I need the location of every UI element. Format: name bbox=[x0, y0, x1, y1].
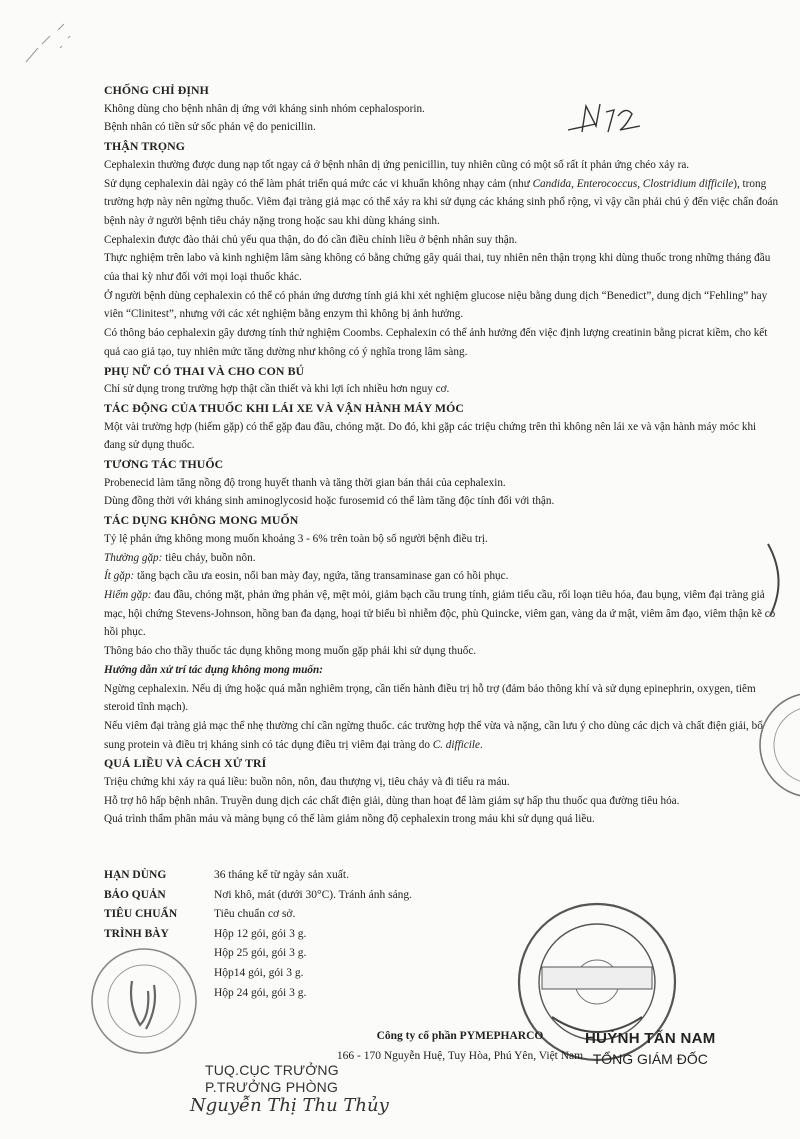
text-span: Sử dụng cephalexin dài ngày có thể làm phát triển quá mức các vi khuẩn không nhạy cảm (như bbox=[104, 177, 533, 190]
section-heading-caution: THẬN TRỌNG bbox=[104, 139, 186, 154]
document-body bbox=[104, 81, 780, 829]
text-span: tiêu chảy, buồn nôn. bbox=[162, 551, 256, 564]
approval-line: TUQ.CỤC TRƯỞNG bbox=[205, 1062, 339, 1078]
subheading-guidance: Hướng dẫn xử trí tác dụng không mong muốn: bbox=[104, 663, 323, 676]
text-span: Nếu viêm đại tràng giả mạc thể nhẹ thường chỉ cần ngừng thuốc. các trường hợp thể vừa và nặng, cần lưu ý cho dùng các dịch và chất điện giải, bổ sung protein và điều trị kháng sinh có tác dụng điều trị viêm đại tràng do bbox=[104, 719, 763, 751]
paragraph: Thông báo cho thầy thuốc tác dụng không mong muốn gặp phải khi sử dụng thuốc. bbox=[104, 645, 477, 658]
section-heading-side-effects: TÁC DỤNG KHÔNG MONG MUỐN bbox=[104, 513, 299, 528]
info-label: TIÊU CHUẨN bbox=[104, 908, 178, 921]
paragraph: Cephalexin được đào thải chủ yếu qua thận, do đó cần điều chỉnh liều ở bệnh nhân suy thận. bbox=[104, 233, 518, 246]
info-row bbox=[104, 925, 412, 945]
company-address: 166 - 170 Nguyễn Huệ, Tuy Hòa, Phú Yên, Việt Nam bbox=[336, 1050, 584, 1062]
section-heading-overdose: QUÁ LIỀU VÀ CÁCH XỬ TRÍ bbox=[104, 756, 267, 771]
scan-edge-mark-icon bbox=[762, 540, 792, 620]
info-value: Nơi khô, mát (dưới 30°C). Tránh ánh sáng. bbox=[214, 888, 413, 901]
info-label: BẢO QUẢN bbox=[104, 888, 166, 901]
paragraph bbox=[104, 549, 780, 568]
label-common: Thường gặp: bbox=[104, 551, 163, 564]
section-heading-contraindications: CHỐNG CHỈ ĐỊNH bbox=[104, 83, 209, 97]
paragraph: Chỉ sử dụng trong trường hợp thật cần thiết và khi lợi ích nhiều hơn nguy cơ. bbox=[104, 383, 450, 396]
paragraph bbox=[104, 717, 780, 754]
info-row bbox=[104, 866, 412, 886]
text-span: tăng bạch cầu ưa eosin, nổi ban mày đay, ngứa, tăng transaminase gan có hồi phục. bbox=[134, 570, 509, 583]
info-row bbox=[104, 905, 412, 925]
text-span: . bbox=[479, 738, 483, 751]
paragraph: Bệnh nhân có tiền sử sốc phản vệ do penicillin. bbox=[104, 121, 316, 134]
company-block bbox=[320, 1026, 600, 1066]
info-label: TRÌNH BÀY bbox=[104, 927, 169, 940]
paragraph: Không dùng cho bệnh nhân dị ứng với kháng sinh nhóm cephalosporin. bbox=[104, 102, 425, 115]
info-value: Hộp14 gói, gói 3 g. bbox=[214, 966, 304, 979]
paragraph: Cephalexin thường được dung nạp tốt ngay cả ở bệnh nhân dị ứng penicillin, tuy nhiên cũng có một số rất ít phản ứng chéo xảy ra. bbox=[104, 158, 690, 171]
approval-signature: Nguyễn Thị Thu Thủy bbox=[190, 1095, 389, 1116]
paragraph: Ngừng cephalexin. Nếu dị ứng hoặc quá mẫn nghiêm trọng, cần tiến hành điều trị hỗ trợ (đảm bảo thông khí và sử dụng epinephrin, oxygen, tiêm steroid tĩnh mạch). bbox=[104, 682, 756, 714]
ministry-seal-icon bbox=[88, 945, 200, 1057]
scan-mark-icon bbox=[20, 18, 80, 68]
text-span: đau đầu, chóng mặt, phản ứng phản vệ, mệt mỏi, giảm bạch cầu trung tính, giảm tiểu cầu, rối loạn tiêu hóa, đau bụng, viêm đại tràng giả mạc, hội chứng Stevens-Johnson, hồng ban đa dạng, hoại tử biểu bì nhiễm độc, phù Quincke, viêm gan, vàng da ứ mật, viêm âm đạo, viêm thận kẽ có hồi phục. bbox=[104, 588, 776, 639]
paragraph: Một vài trường hợp (hiếm gặp) có thể gặp đau đầu, chóng mặt. Do đó, khi gặp các triệu chứng trên thì không nên lái xe và vận hành máy móc khi đang sử dụng thuốc. bbox=[104, 420, 757, 452]
section-heading-driving: TÁC ĐỘNG CỦA THUỐC KHI LÁI XE VÀ VẬN HÀNH MÁY MÓC bbox=[104, 400, 465, 415]
paragraph bbox=[104, 567, 780, 586]
info-value: Hộp 12 gói, gói 3 g. bbox=[214, 927, 307, 940]
section-heading-interactions: TƯƠNG TÁC THUỐC bbox=[104, 457, 224, 472]
label-uncommon: Ít gặp: bbox=[104, 570, 135, 583]
info-value: Tiêu chuẩn cơ sở. bbox=[214, 908, 296, 921]
label-rare: Hiếm gặp: bbox=[104, 588, 152, 601]
signer-name: HUỲNH TẤN NAM bbox=[585, 1030, 716, 1047]
paragraph: Có thông báo cephalexin gây dương tính thử nghiệm Coombs. Cephalexin có thể ảnh hưởng đến việc định lượng creatinin bằng picrat kiềm, cho kết quả cao giả tạo, tuy nhiên mức tăng dường như không có ý nghĩa trong lâm sàng. bbox=[104, 327, 768, 358]
italic-organism: C. difficile bbox=[432, 738, 480, 751]
paragraph: Tỷ lệ phản ứng không mong muốn khoảng 3 - 6% trên toàn bộ số người bệnh điều trị. bbox=[104, 532, 488, 545]
paragraph: Dùng đồng thời với kháng sinh aminoglycosid hoặc furosemid có thể làm tăng độc tính đối với thận. bbox=[104, 495, 555, 508]
paragraph: Thực nghiệm trên labo và kinh nghiệm lâm sàng không có bằng chứng gây quái thai, tuy nhiên nên thận trọng khi dùng thuốc trong những tháng đầu của thai kỳ như đối với mọi loại thuốc khác. bbox=[104, 252, 771, 284]
text-span: ), trong trường hợp này nên ngừng thuốc. Viêm đại tràng giả mạc có thể xảy ra khi sử dụng các kháng sinh phổ rộng, vì vậy cần phải chú ý đến việc chẩn đoán bệnh này ở người bệnh tiêu chảy nặng trong hoặc sau khi dùng kháng sinh. bbox=[104, 177, 779, 227]
paragraph bbox=[104, 175, 780, 231]
paragraph bbox=[104, 586, 780, 642]
company-name: Công ty cổ phần PYMEPHARCO bbox=[376, 1030, 544, 1042]
signer-block bbox=[585, 1030, 716, 1067]
paragraph: Quá trình thẩm phân máu và màng bụng có thể làm giảm nồng độ cephalexin trong máu khi sử dụng quá liều. bbox=[104, 813, 595, 826]
approval-line: P.TRƯỞNG PHÒNG bbox=[205, 1079, 339, 1095]
info-value: 36 tháng kể từ ngày sản xuất. bbox=[214, 869, 349, 881]
signer-title: TỔNG GIÁM ĐỐC bbox=[592, 1051, 708, 1067]
paragraph: Ở người bệnh dùng cephalexin có thể có phản ứng dương tính giả khi xét nghiệm glucose niệu bằng dung dịch “Benedict”, dung dịch “Fehling” hay viên “Clinitest”, nhưng với các xét nghiệm bằng enzym thì không bị ảnh hưởng. bbox=[104, 289, 768, 321]
info-label: HẠN DÙNG bbox=[104, 869, 167, 881]
partial-stamp-edge-icon bbox=[742, 690, 800, 800]
paragraph: Hỗ trợ hô hấp bệnh nhân. Truyền dung dịch các chất điện giải, dùng than hoạt để làm giảm sự hấp thu thuốc qua đường tiêu hóa. bbox=[104, 794, 680, 807]
info-value: Hộp 25 gói, gói 3 g. bbox=[214, 947, 307, 960]
paragraph: Probenecid làm tăng nồng độ trong huyết thanh và tăng thời gian bán thải của cephalexin. bbox=[104, 476, 506, 489]
italic-organisms: Candida, Enterococcus, Clostridium difficile bbox=[532, 177, 734, 190]
info-value: Hộp 24 gói, gói 3 g. bbox=[214, 986, 307, 999]
section-heading-pregnancy: PHỤ NỮ CÓ THAI VÀ CHO CON BÚ bbox=[104, 363, 305, 378]
approval-block bbox=[205, 1062, 339, 1096]
info-row bbox=[104, 886, 412, 906]
paragraph: Triệu chứng khi xảy ra quá liều: buồn nôn, nôn, đau thượng vị, tiêu chảy và đi tiểu ra máu. bbox=[104, 776, 510, 789]
